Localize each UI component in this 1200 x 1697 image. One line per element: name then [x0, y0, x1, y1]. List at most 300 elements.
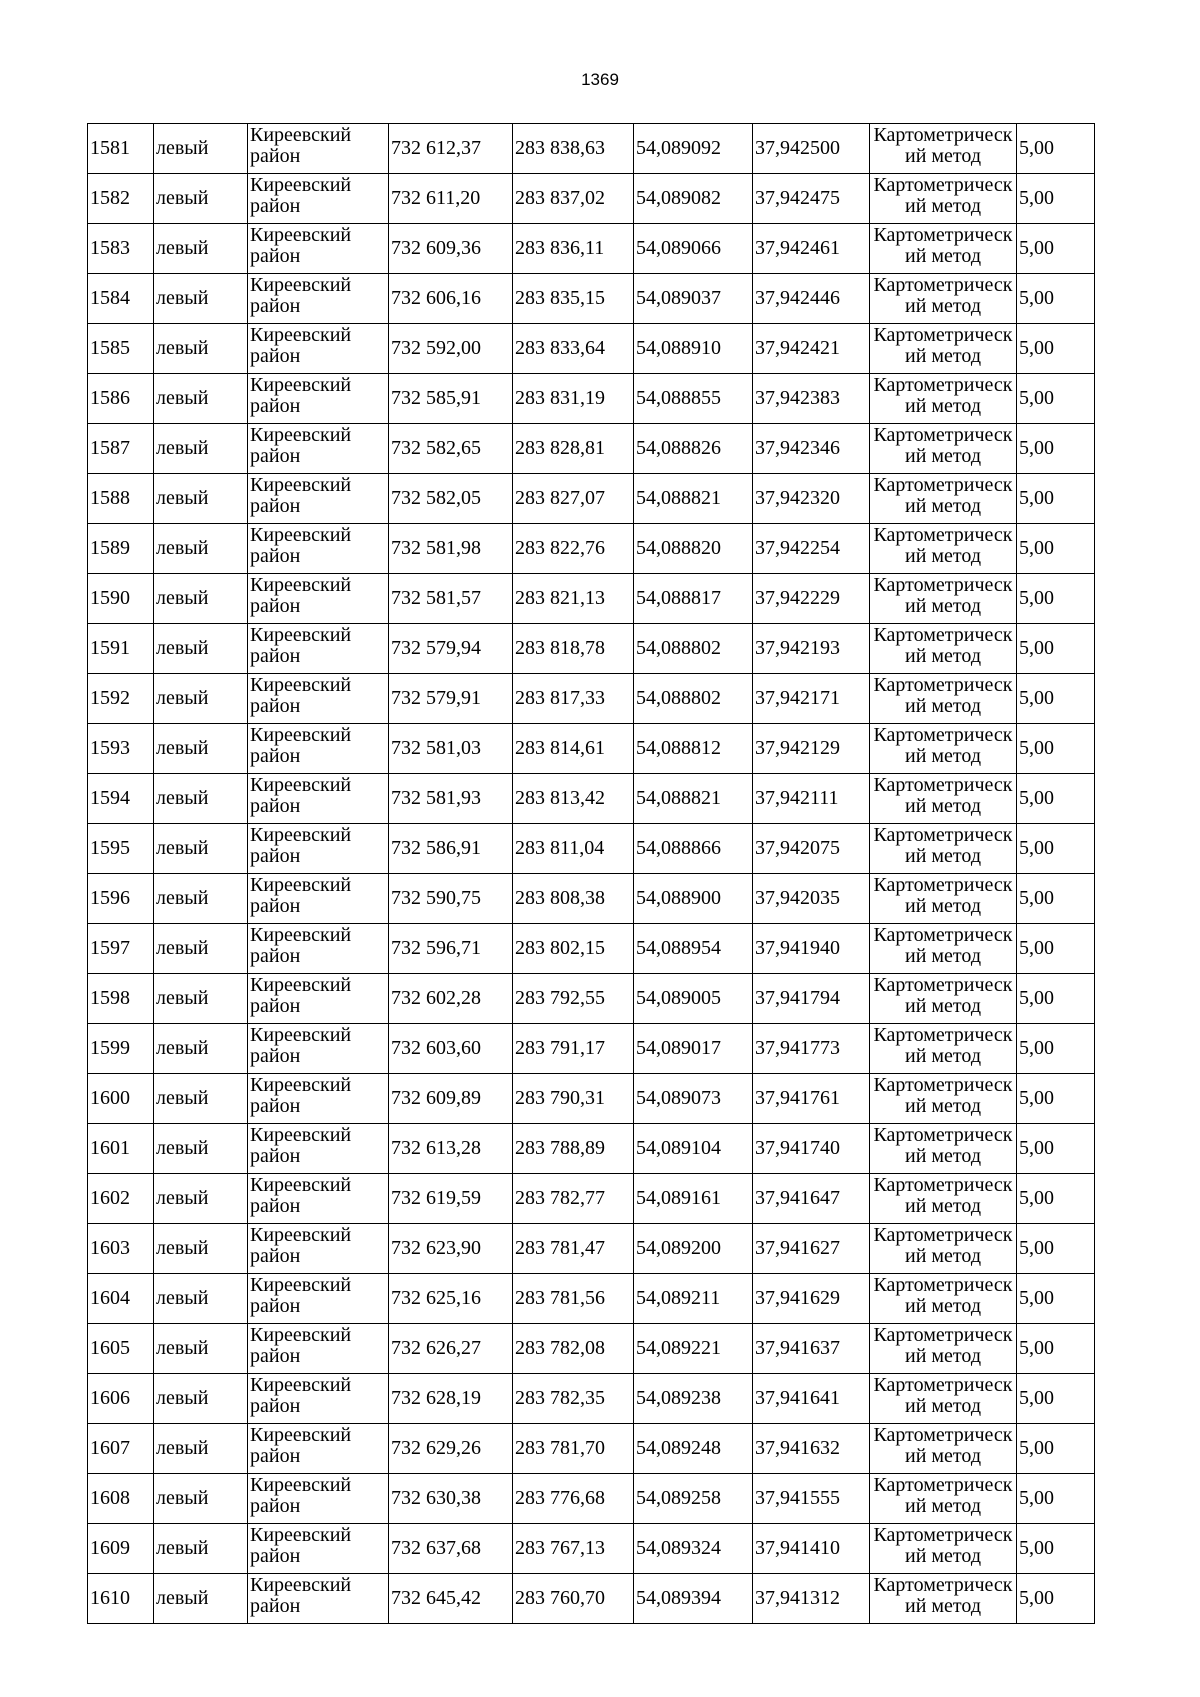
method-cell: Картометрическ ий метод: [870, 1124, 1017, 1174]
y-coordinate-cell: 283 837,02: [513, 174, 634, 224]
method-cell: Картометрическ ий метод: [870, 224, 1017, 274]
table-row: [88, 974, 1095, 1024]
longitude-cell: 37,942500: [753, 124, 870, 174]
y-coordinate-cell: 283 781,70: [513, 1424, 634, 1474]
longitude-cell: 37,942111: [753, 774, 870, 824]
district-cell: Киреевский район: [248, 1574, 389, 1624]
y-coordinate-cell: 283 808,38: [513, 874, 634, 924]
district-cell: Киреевский район: [248, 474, 389, 524]
accuracy-cell: 5,00: [1017, 1474, 1095, 1524]
accuracy-cell: 5,00: [1017, 724, 1095, 774]
x-coordinate-cell: 732 581,57: [389, 574, 513, 624]
longitude-cell: 37,942171: [753, 674, 870, 724]
y-coordinate-cell: 283 760,70: [513, 1574, 634, 1624]
bank-side-cell: левый: [154, 1374, 248, 1424]
latitude-cell: 54,089238: [634, 1374, 753, 1424]
x-coordinate-cell: 732 637,68: [389, 1524, 513, 1574]
bank-side-cell: левый: [154, 124, 248, 174]
method-cell: Картометрическ ий метод: [870, 724, 1017, 774]
district-cell: Киреевский район: [248, 1374, 389, 1424]
latitude-cell: 54,088826: [634, 424, 753, 474]
accuracy-cell: 5,00: [1017, 424, 1095, 474]
y-coordinate-cell: 283 788,89: [513, 1124, 634, 1174]
bank-side-cell: левый: [154, 574, 248, 624]
table-row: [88, 324, 1095, 374]
bank-side-cell: левый: [154, 674, 248, 724]
district-cell: Киреевский район: [248, 874, 389, 924]
table-row: [88, 1074, 1095, 1124]
accuracy-cell: 5,00: [1017, 324, 1095, 374]
point-number-cell: 1602: [88, 1174, 154, 1224]
latitude-cell: 54,088820: [634, 524, 753, 574]
longitude-cell: 37,942254: [753, 524, 870, 574]
district-cell: Киреевский район: [248, 924, 389, 974]
bank-side-cell: левый: [154, 1524, 248, 1574]
table-row: [88, 874, 1095, 924]
longitude-cell: 37,942475: [753, 174, 870, 224]
method-cell: Картометрическ ий метод: [870, 1524, 1017, 1574]
table-row: [88, 1024, 1095, 1074]
bank-side-cell: левый: [154, 1274, 248, 1324]
latitude-cell: 54,089394: [634, 1574, 753, 1624]
bank-side-cell: левый: [154, 1424, 248, 1474]
district-cell: Киреевский район: [248, 124, 389, 174]
x-coordinate-cell: 732 596,71: [389, 924, 513, 974]
latitude-cell: 54,089258: [634, 1474, 753, 1524]
y-coordinate-cell: 283 821,13: [513, 574, 634, 624]
bank-side-cell: левый: [154, 774, 248, 824]
longitude-cell: 37,942129: [753, 724, 870, 774]
accuracy-cell: 5,00: [1017, 474, 1095, 524]
latitude-cell: 54,088866: [634, 824, 753, 874]
district-cell: Киреевский район: [248, 574, 389, 624]
point-number-cell: 1604: [88, 1274, 154, 1324]
x-coordinate-cell: 732 590,75: [389, 874, 513, 924]
accuracy-cell: 5,00: [1017, 1574, 1095, 1624]
district-cell: Киреевский район: [248, 1124, 389, 1174]
table-row: [88, 1274, 1095, 1324]
longitude-cell: 37,942075: [753, 824, 870, 874]
point-number-cell: 1582: [88, 174, 154, 224]
table-row: [88, 374, 1095, 424]
x-coordinate-cell: 732 581,03: [389, 724, 513, 774]
latitude-cell: 54,088802: [634, 624, 753, 674]
y-coordinate-cell: 283 814,61: [513, 724, 634, 774]
latitude-cell: 54,089200: [634, 1224, 753, 1274]
point-number-cell: 1599: [88, 1024, 154, 1074]
longitude-cell: 37,941740: [753, 1124, 870, 1174]
point-number-cell: 1587: [88, 424, 154, 474]
table-row: [88, 574, 1095, 624]
district-cell: Киреевский район: [248, 1324, 389, 1374]
x-coordinate-cell: 732 581,98: [389, 524, 513, 574]
x-coordinate-cell: 732 606,16: [389, 274, 513, 324]
y-coordinate-cell: 283 838,63: [513, 124, 634, 174]
point-number-cell: 1607: [88, 1424, 154, 1474]
accuracy-cell: 5,00: [1017, 274, 1095, 324]
latitude-cell: 54,088821: [634, 774, 753, 824]
longitude-cell: 37,941627: [753, 1224, 870, 1274]
y-coordinate-cell: 283 811,04: [513, 824, 634, 874]
y-coordinate-cell: 283 813,42: [513, 774, 634, 824]
y-coordinate-cell: 283 827,07: [513, 474, 634, 524]
x-coordinate-cell: 732 609,89: [389, 1074, 513, 1124]
longitude-cell: 37,941555: [753, 1474, 870, 1524]
longitude-cell: 37,941312: [753, 1574, 870, 1624]
method-cell: Картометрическ ий метод: [870, 774, 1017, 824]
bank-side-cell: левый: [154, 974, 248, 1024]
method-cell: Картометрическ ий метод: [870, 474, 1017, 524]
x-coordinate-cell: 732 592,00: [389, 324, 513, 374]
longitude-cell: 37,942446: [753, 274, 870, 324]
method-cell: Картометрическ ий метод: [870, 924, 1017, 974]
y-coordinate-cell: 283 790,31: [513, 1074, 634, 1124]
district-cell: Киреевский район: [248, 974, 389, 1024]
point-number-cell: 1610: [88, 1574, 154, 1624]
y-coordinate-cell: 283 782,35: [513, 1374, 634, 1424]
y-coordinate-cell: 283 767,13: [513, 1524, 634, 1574]
bank-side-cell: левый: [154, 924, 248, 974]
longitude-cell: 37,942383: [753, 374, 870, 424]
y-coordinate-cell: 283 836,11: [513, 224, 634, 274]
longitude-cell: 37,942229: [753, 574, 870, 624]
district-cell: Киреевский район: [248, 774, 389, 824]
x-coordinate-cell: 732 625,16: [389, 1274, 513, 1324]
accuracy-cell: 5,00: [1017, 624, 1095, 674]
bank-side-cell: левый: [154, 724, 248, 774]
latitude-cell: 54,089066: [634, 224, 753, 274]
accuracy-cell: 5,00: [1017, 224, 1095, 274]
method-cell: Картометрическ ий метод: [870, 374, 1017, 424]
table-row: [88, 1224, 1095, 1274]
district-cell: Киреевский район: [248, 1474, 389, 1524]
method-cell: Картометрическ ий метод: [870, 1424, 1017, 1474]
district-cell: Киреевский район: [248, 324, 389, 374]
y-coordinate-cell: 283 818,78: [513, 624, 634, 674]
district-cell: Киреевский район: [248, 1074, 389, 1124]
accuracy-cell: 5,00: [1017, 674, 1095, 724]
latitude-cell: 54,088802: [634, 674, 753, 724]
method-cell: Картометрическ ий метод: [870, 974, 1017, 1024]
longitude-cell: 37,942421: [753, 324, 870, 374]
district-cell: Киреевский район: [248, 1524, 389, 1574]
longitude-cell: 37,941637: [753, 1324, 870, 1374]
y-coordinate-cell: 283 781,56: [513, 1274, 634, 1324]
method-cell: Картометрическ ий метод: [870, 624, 1017, 674]
method-cell: Картометрическ ий метод: [870, 324, 1017, 374]
x-coordinate-cell: 732 629,26: [389, 1424, 513, 1474]
method-cell: Картометрическ ий метод: [870, 1474, 1017, 1524]
longitude-cell: 37,941940: [753, 924, 870, 974]
x-coordinate-cell: 732 579,91: [389, 674, 513, 724]
point-number-cell: 1591: [88, 624, 154, 674]
district-cell: Киреевский район: [248, 1224, 389, 1274]
longitude-cell: 37,941647: [753, 1174, 870, 1224]
y-coordinate-cell: 283 776,68: [513, 1474, 634, 1524]
accuracy-cell: 5,00: [1017, 1274, 1095, 1324]
latitude-cell: 54,088954: [634, 924, 753, 974]
table-row: [88, 1574, 1095, 1624]
point-number-cell: 1590: [88, 574, 154, 624]
district-cell: Киреевский район: [248, 424, 389, 474]
x-coordinate-cell: 732 579,94: [389, 624, 513, 674]
accuracy-cell: 5,00: [1017, 524, 1095, 574]
latitude-cell: 54,089005: [634, 974, 753, 1024]
table-row: [88, 1374, 1095, 1424]
method-cell: Картометрическ ий метод: [870, 1574, 1017, 1624]
point-number-cell: 1584: [88, 274, 154, 324]
method-cell: Картометрическ ий метод: [870, 1024, 1017, 1074]
district-cell: Киреевский район: [248, 1424, 389, 1474]
x-coordinate-cell: 732 581,93: [389, 774, 513, 824]
longitude-cell: 37,942461: [753, 224, 870, 274]
district-cell: Киреевский район: [248, 674, 389, 724]
method-cell: Картометрическ ий метод: [870, 824, 1017, 874]
y-coordinate-cell: 283 781,47: [513, 1224, 634, 1274]
table-row: [88, 1174, 1095, 1224]
table-row: [88, 674, 1095, 724]
bank-side-cell: левый: [154, 824, 248, 874]
bank-side-cell: левый: [154, 1474, 248, 1524]
accuracy-cell: 5,00: [1017, 924, 1095, 974]
latitude-cell: 54,088910: [634, 324, 753, 374]
district-cell: Киреевский район: [248, 1174, 389, 1224]
district-cell: Киреевский район: [248, 174, 389, 224]
longitude-cell: 37,942346: [753, 424, 870, 474]
point-number-cell: 1585: [88, 324, 154, 374]
latitude-cell: 54,089082: [634, 174, 753, 224]
longitude-cell: 37,941632: [753, 1424, 870, 1474]
accuracy-cell: 5,00: [1017, 1124, 1095, 1174]
bank-side-cell: левый: [154, 874, 248, 924]
x-coordinate-cell: 732 628,19: [389, 1374, 513, 1424]
x-coordinate-cell: 732 582,65: [389, 424, 513, 474]
accuracy-cell: 5,00: [1017, 774, 1095, 824]
page-number: 1369: [581, 70, 619, 89]
x-coordinate-cell: 732 623,90: [389, 1224, 513, 1274]
y-coordinate-cell: 283 792,55: [513, 974, 634, 1024]
point-number-cell: 1606: [88, 1374, 154, 1424]
table-row: [88, 474, 1095, 524]
table-row: [88, 774, 1095, 824]
accuracy-cell: 5,00: [1017, 874, 1095, 924]
point-number-cell: 1609: [88, 1524, 154, 1574]
x-coordinate-cell: 732 609,36: [389, 224, 513, 274]
bank-side-cell: левый: [154, 1174, 248, 1224]
latitude-cell: 54,089211: [634, 1274, 753, 1324]
x-coordinate-cell: 732 626,27: [389, 1324, 513, 1374]
table-body: [88, 124, 1095, 1624]
table-row: [88, 1524, 1095, 1574]
point-number-cell: 1589: [88, 524, 154, 574]
longitude-cell: 37,941629: [753, 1274, 870, 1324]
bank-side-cell: левый: [154, 1574, 248, 1624]
point-number-cell: 1586: [88, 374, 154, 424]
method-cell: Картометрическ ий метод: [870, 274, 1017, 324]
accuracy-cell: 5,00: [1017, 1374, 1095, 1424]
latitude-cell: 54,088817: [634, 574, 753, 624]
y-coordinate-cell: 283 831,19: [513, 374, 634, 424]
x-coordinate-cell: 732 582,05: [389, 474, 513, 524]
point-number-cell: 1592: [88, 674, 154, 724]
table-row: [88, 174, 1095, 224]
y-coordinate-cell: 283 822,76: [513, 524, 634, 574]
point-number-cell: 1593: [88, 724, 154, 774]
point-number-cell: 1596: [88, 874, 154, 924]
table-row: [88, 124, 1095, 174]
point-number-cell: 1581: [88, 124, 154, 174]
accuracy-cell: 5,00: [1017, 1024, 1095, 1074]
latitude-cell: 54,089161: [634, 1174, 753, 1224]
district-cell: Киреевский район: [248, 824, 389, 874]
point-number-cell: 1594: [88, 774, 154, 824]
table-row: [88, 274, 1095, 324]
x-coordinate-cell: 732 612,37: [389, 124, 513, 174]
district-cell: Киреевский район: [248, 1024, 389, 1074]
latitude-cell: 54,088855: [634, 374, 753, 424]
bank-side-cell: левый: [154, 174, 248, 224]
accuracy-cell: 5,00: [1017, 124, 1095, 174]
method-cell: Картометрическ ий метод: [870, 424, 1017, 474]
method-cell: Картометрическ ий метод: [870, 1324, 1017, 1374]
table-row: [88, 1424, 1095, 1474]
bank-side-cell: левый: [154, 274, 248, 324]
y-coordinate-cell: 283 782,77: [513, 1174, 634, 1224]
x-coordinate-cell: 732 613,28: [389, 1124, 513, 1174]
table-row: [88, 224, 1095, 274]
table-row: [88, 924, 1095, 974]
bank-side-cell: левый: [154, 224, 248, 274]
x-coordinate-cell: 732 585,91: [389, 374, 513, 424]
bank-side-cell: левый: [154, 524, 248, 574]
table-row: [88, 1324, 1095, 1374]
accuracy-cell: 5,00: [1017, 174, 1095, 224]
bank-side-cell: левый: [154, 424, 248, 474]
bank-side-cell: левый: [154, 1024, 248, 1074]
longitude-cell: 37,941410: [753, 1524, 870, 1574]
latitude-cell: 54,089104: [634, 1124, 753, 1174]
bank-side-cell: левый: [154, 1224, 248, 1274]
x-coordinate-cell: 732 611,20: [389, 174, 513, 224]
x-coordinate-cell: 732 603,60: [389, 1024, 513, 1074]
latitude-cell: 54,088812: [634, 724, 753, 774]
method-cell: Картометрическ ий метод: [870, 574, 1017, 624]
table-row: [88, 624, 1095, 674]
method-cell: Картометрическ ий метод: [870, 174, 1017, 224]
bank-side-cell: левый: [154, 324, 248, 374]
district-cell: Киреевский район: [248, 224, 389, 274]
latitude-cell: 54,089073: [634, 1074, 753, 1124]
point-number-cell: 1598: [88, 974, 154, 1024]
accuracy-cell: 5,00: [1017, 1424, 1095, 1474]
accuracy-cell: 5,00: [1017, 1174, 1095, 1224]
district-cell: Киреевский район: [248, 274, 389, 324]
table-row: [88, 524, 1095, 574]
latitude-cell: 54,089221: [634, 1324, 753, 1374]
y-coordinate-cell: 283 782,08: [513, 1324, 634, 1374]
y-coordinate-cell: 283 833,64: [513, 324, 634, 374]
x-coordinate-cell: 732 645,42: [389, 1574, 513, 1624]
bank-side-cell: левый: [154, 1324, 248, 1374]
district-cell: Киреевский район: [248, 624, 389, 674]
district-cell: Киреевский район: [248, 1274, 389, 1324]
latitude-cell: 54,089248: [634, 1424, 753, 1474]
accuracy-cell: 5,00: [1017, 574, 1095, 624]
method-cell: Картометрическ ий метод: [870, 1374, 1017, 1424]
longitude-cell: 37,942035: [753, 874, 870, 924]
longitude-cell: 37,941641: [753, 1374, 870, 1424]
table-row: [88, 424, 1095, 474]
accuracy-cell: 5,00: [1017, 1074, 1095, 1124]
latitude-cell: 54,089092: [634, 124, 753, 174]
table-row: [88, 724, 1095, 774]
bank-side-cell: левый: [154, 624, 248, 674]
point-number-cell: 1597: [88, 924, 154, 974]
latitude-cell: 54,088821: [634, 474, 753, 524]
longitude-cell: 37,942193: [753, 624, 870, 674]
method-cell: Картометрическ ий метод: [870, 674, 1017, 724]
point-number-cell: 1583: [88, 224, 154, 274]
point-number-cell: 1601: [88, 1124, 154, 1174]
point-number-cell: 1608: [88, 1474, 154, 1524]
table-row: [88, 1124, 1095, 1174]
method-cell: Картометрическ ий метод: [870, 1174, 1017, 1224]
y-coordinate-cell: 283 802,15: [513, 924, 634, 974]
latitude-cell: 54,089037: [634, 274, 753, 324]
y-coordinate-cell: 283 828,81: [513, 424, 634, 474]
coordinates-table: [87, 123, 1095, 1624]
method-cell: Картометрическ ий метод: [870, 874, 1017, 924]
table-row: [88, 1474, 1095, 1524]
method-cell: Картометрическ ий метод: [870, 524, 1017, 574]
longitude-cell: 37,941773: [753, 1024, 870, 1074]
point-number-cell: 1588: [88, 474, 154, 524]
x-coordinate-cell: 732 602,28: [389, 974, 513, 1024]
x-coordinate-cell: 732 586,91: [389, 824, 513, 874]
method-cell: Картометрическ ий метод: [870, 1224, 1017, 1274]
bank-side-cell: левый: [154, 1124, 248, 1174]
point-number-cell: 1605: [88, 1324, 154, 1374]
bank-side-cell: левый: [154, 1074, 248, 1124]
accuracy-cell: 5,00: [1017, 1524, 1095, 1574]
accuracy-cell: 5,00: [1017, 1324, 1095, 1374]
method-cell: Картометрическ ий метод: [870, 1274, 1017, 1324]
bank-side-cell: левый: [154, 374, 248, 424]
point-number-cell: 1600: [88, 1074, 154, 1124]
y-coordinate-cell: 283 791,17: [513, 1024, 634, 1074]
district-cell: Киреевский район: [248, 374, 389, 424]
x-coordinate-cell: 732 619,59: [389, 1174, 513, 1224]
accuracy-cell: 5,00: [1017, 974, 1095, 1024]
y-coordinate-cell: 283 817,33: [513, 674, 634, 724]
point-number-cell: 1603: [88, 1224, 154, 1274]
latitude-cell: 54,088900: [634, 874, 753, 924]
longitude-cell: 37,942320: [753, 474, 870, 524]
accuracy-cell: 5,00: [1017, 1224, 1095, 1274]
y-coordinate-cell: 283 835,15: [513, 274, 634, 324]
district-cell: Киреевский район: [248, 724, 389, 774]
latitude-cell: 54,089324: [634, 1524, 753, 1574]
method-cell: Картометрическ ий метод: [870, 1074, 1017, 1124]
point-number-cell: 1595: [88, 824, 154, 874]
x-coordinate-cell: 732 630,38: [389, 1474, 513, 1524]
method-cell: Картометрическ ий метод: [870, 124, 1017, 174]
bank-side-cell: левый: [154, 474, 248, 524]
latitude-cell: 54,089017: [634, 1024, 753, 1074]
accuracy-cell: 5,00: [1017, 374, 1095, 424]
district-cell: Киреевский район: [248, 524, 389, 574]
longitude-cell: 37,941761: [753, 1074, 870, 1124]
